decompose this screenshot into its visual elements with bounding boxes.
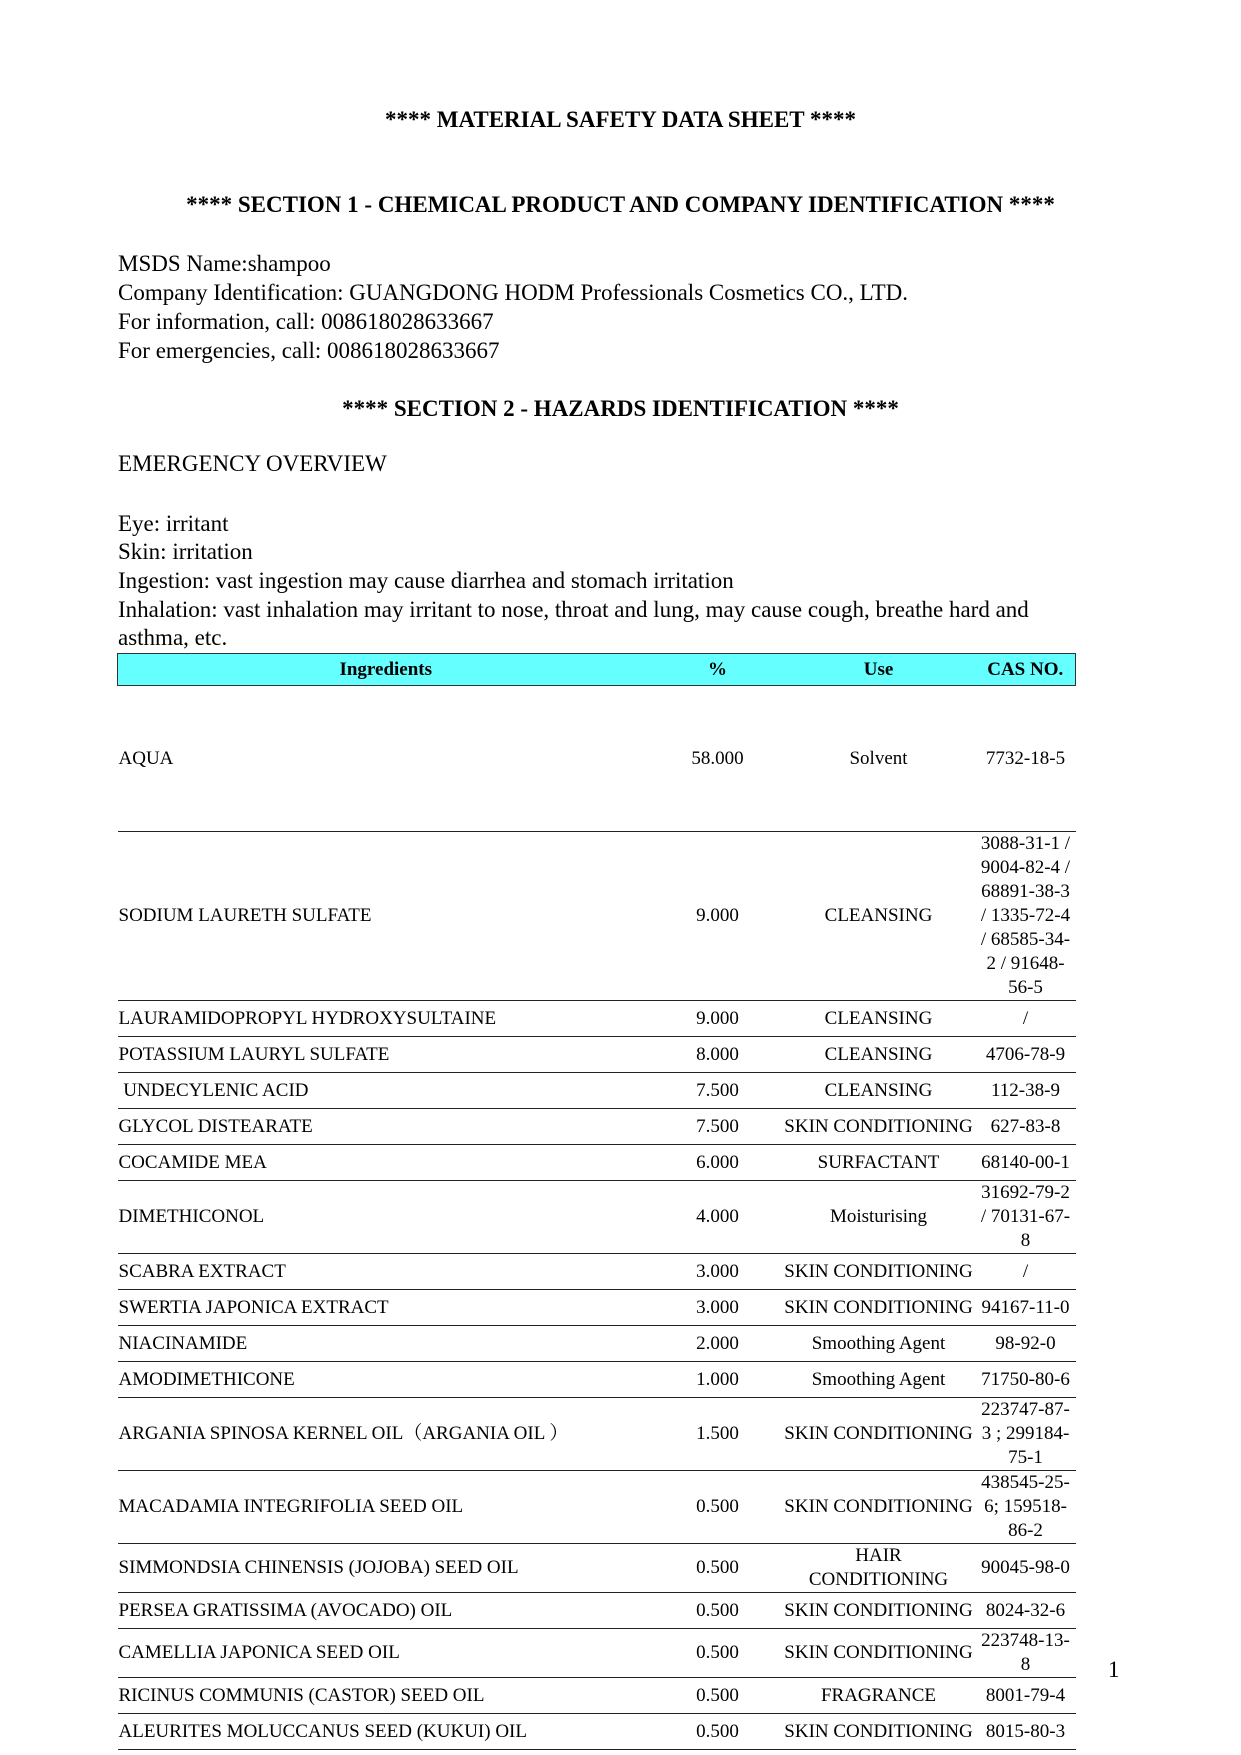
ingredient-name: LAURAMIDOPROPYL HYDROXYSULTAINE <box>118 1001 654 1037</box>
ingredient-percent: 1.500 <box>654 1398 782 1471</box>
ingredient-percent: 0.500 <box>654 1678 782 1714</box>
ingredient-percent: 58.000 <box>654 686 782 832</box>
ingredient-cas: 4706-78-9 <box>976 1037 1076 1073</box>
ingredient-cas: 71750-80-6 <box>976 1362 1076 1398</box>
ingredient-cas: 98-92-0 <box>976 1326 1076 1362</box>
ingredient-cas: 223747-87-3 ; 299184-75-1 <box>976 1398 1076 1471</box>
table-row <box>118 832 1076 1001</box>
eye-hazard: Eye: irritant <box>118 511 229 536</box>
ingredient-name: ARGANIA SPINOSA KERNEL OIL（ARGANIA OIL ） <box>118 1398 654 1471</box>
ingredient-cas: 8024-32-6 <box>976 1593 1076 1629</box>
section-2-heading: **** SECTION 2 - HAZARDS IDENTIFICATION **** <box>342 396 899 421</box>
ingredient-name: COCAMIDE MEA <box>118 1145 654 1181</box>
ingredient-cas: 31692-79-2 / 70131-67-8 <box>976 1181 1076 1254</box>
ingredient-percent: 8.000 <box>654 1037 782 1073</box>
table-row <box>118 1629 1076 1678</box>
table-row <box>118 1678 1076 1714</box>
ingredient-cas: 8015-80-3 <box>976 1714 1076 1750</box>
header-use: Use <box>782 654 976 686</box>
ingredient-use: SKIN CONDITIONING <box>782 1109 976 1145</box>
ingredient-use: Smoothing Agent <box>782 1326 976 1362</box>
ingredient-use: HAIR CONDITIONING <box>782 1544 976 1593</box>
ingredient-name: SIMMONDSIA CHINENSIS (JOJOBA) SEED OIL <box>118 1544 654 1593</box>
table-header-row <box>118 654 1076 686</box>
table-row <box>118 1001 1076 1037</box>
company-identification: Company Identification: GUANGDONG HODM Professionals Cosmetics CO., LTD. <box>118 280 909 305</box>
ingredient-use: CLEANSING <box>782 1037 976 1073</box>
ingredient-percent: 9.000 <box>654 1001 782 1037</box>
ingredient-use: SKIN CONDITIONING <box>782 1593 976 1629</box>
ingredient-cas: 8001-79-4 <box>976 1678 1076 1714</box>
msds-name: MSDS Name:shampoo <box>118 251 331 276</box>
table-row <box>118 1109 1076 1145</box>
ingredient-use: SURFACTANT <box>782 1145 976 1181</box>
document-title: **** MATERIAL SAFETY DATA SHEET **** <box>385 107 856 132</box>
ingredients-table-body <box>118 686 1076 1750</box>
ingredient-name: ALEURITES MOLUCCANUS SEED (KUKUI) OIL <box>118 1714 654 1750</box>
ingredient-use: SKIN CONDITIONING <box>782 1471 976 1544</box>
table-row <box>118 1290 1076 1326</box>
ingredient-name: CAMELLIA JAPONICA SEED OIL <box>118 1629 654 1678</box>
ingredient-use: CLEANSING <box>782 1001 976 1037</box>
table-row <box>118 1326 1076 1362</box>
ingredient-cas: 7732-18-5 <box>976 686 1076 832</box>
table-row <box>118 1254 1076 1290</box>
ingredient-cas: 223748-13-8 <box>976 1629 1076 1678</box>
ingredient-name: AMODIMETHICONE <box>118 1362 654 1398</box>
ingredient-percent: 0.500 <box>654 1544 782 1593</box>
ingredient-name: DIMETHICONOL <box>118 1181 654 1254</box>
section-1-heading: **** SECTION 1 - CHEMICAL PRODUCT AND COMPANY IDENTIFICATION **** <box>186 192 1055 217</box>
ingredient-percent: 4.000 <box>654 1181 782 1254</box>
ingredient-name: SCABRA EXTRACT <box>118 1254 654 1290</box>
ingredient-name: RICINUS COMMUNIS (CASTOR) SEED OIL <box>118 1678 654 1714</box>
table-row <box>118 686 1076 832</box>
ingredient-use: CLEANSING <box>782 1073 976 1109</box>
information-phone: For information, call: 008618028633667 <box>118 309 494 334</box>
ingredient-use: SKIN CONDITIONING <box>782 1254 976 1290</box>
header-percent: % <box>654 654 782 686</box>
header-cas-no: CAS NO. <box>976 654 1076 686</box>
page-number: 1 <box>1108 1657 1120 1682</box>
table-row <box>118 1593 1076 1629</box>
ingredient-use: Moisturising <box>782 1181 976 1254</box>
table-row <box>118 1037 1076 1073</box>
ingredient-percent: 9.000 <box>654 832 782 1001</box>
ingredient-use: CLEANSING <box>782 832 976 1001</box>
table-row <box>118 1714 1076 1750</box>
ingredient-name: SODIUM LAURETH SULFATE <box>118 832 654 1001</box>
ingredient-name: GLYCOL DISTEARATE <box>118 1109 654 1145</box>
header-ingredients: Ingredients <box>118 654 654 686</box>
inhalation-hazard-continued: asthma, etc. <box>118 625 228 650</box>
ingredient-cas: 112-38-9 <box>976 1073 1076 1109</box>
ingredients-table <box>117 653 1076 1750</box>
ingredient-percent: 1.000 <box>654 1362 782 1398</box>
ingredient-percent: 6.000 <box>654 1145 782 1181</box>
ingredient-cas: 68140-00-1 <box>976 1145 1076 1181</box>
table-row <box>118 1073 1076 1109</box>
ingredient-use: SKIN CONDITIONING <box>782 1629 976 1678</box>
inhalation-hazard: Inhalation: vast inhalation may irritant to nose, throat and lung, may cause cough, breathe hard and <box>118 597 1029 622</box>
ingredient-percent: 7.500 <box>654 1073 782 1109</box>
ingredient-cas: 3088-31-1 / 9004-82-4 / 68891-38-3 / 1335-72-4 / 68585-34-2 / 91648-56-5 <box>976 832 1076 1001</box>
ingredient-percent: 0.500 <box>654 1593 782 1629</box>
ingredient-name: NIACINAMIDE <box>118 1326 654 1362</box>
skin-hazard: Skin: irritation <box>118 539 253 564</box>
ingredient-cas: / <box>976 1254 1076 1290</box>
ingredient-use: FRAGRANCE <box>782 1678 976 1714</box>
ingredient-cas: 90045-98-0 <box>976 1544 1076 1593</box>
table-row <box>118 1471 1076 1544</box>
ingredient-name: POTASSIUM LAURYL SULFATE <box>118 1037 654 1073</box>
ingredient-cas: 627-83-8 <box>976 1109 1076 1145</box>
table-row <box>118 1145 1076 1181</box>
ingredient-cas: / <box>976 1001 1076 1037</box>
ingredient-name: AQUA <box>118 686 654 832</box>
emergency-overview: EMERGENCY OVERVIEW <box>118 451 387 476</box>
ingredient-name: UNDECYLENIC ACID <box>118 1073 654 1109</box>
ingredient-percent: 0.500 <box>654 1714 782 1750</box>
table-row <box>118 1398 1076 1471</box>
ingredient-use: SKIN CONDITIONING <box>782 1398 976 1471</box>
ingredient-cas: 94167-11-0 <box>976 1290 1076 1326</box>
table-row <box>118 1544 1076 1593</box>
emergency-phone: For emergencies, call: 008618028633667 <box>118 338 500 363</box>
ingredient-use: Solvent <box>782 686 976 832</box>
ingredient-use: Smoothing Agent <box>782 1362 976 1398</box>
table-row <box>118 1362 1076 1398</box>
ingredient-percent: 3.000 <box>654 1254 782 1290</box>
ingredient-percent: 7.500 <box>654 1109 782 1145</box>
ingredient-percent: 3.000 <box>654 1290 782 1326</box>
ingredient-name: MACADAMIA INTEGRIFOLIA SEED OIL <box>118 1471 654 1544</box>
table-row <box>118 1181 1076 1254</box>
ingredient-cas: 438545-25-6; 159518-86-2 <box>976 1471 1076 1544</box>
ingredient-use: SKIN CONDITIONING <box>782 1290 976 1326</box>
ingredient-use: SKIN CONDITIONING <box>782 1714 976 1750</box>
ingredient-percent: 0.500 <box>654 1471 782 1544</box>
ingredient-percent: 2.000 <box>654 1326 782 1362</box>
ingredient-percent: 0.500 <box>654 1629 782 1678</box>
ingestion-hazard: Ingestion: vast ingestion may cause diarrhea and stomach irritation <box>118 568 734 593</box>
ingredient-name: SWERTIA JAPONICA EXTRACT <box>118 1290 654 1326</box>
ingredient-name: PERSEA GRATISSIMA (AVOCADO) OIL <box>118 1593 654 1629</box>
